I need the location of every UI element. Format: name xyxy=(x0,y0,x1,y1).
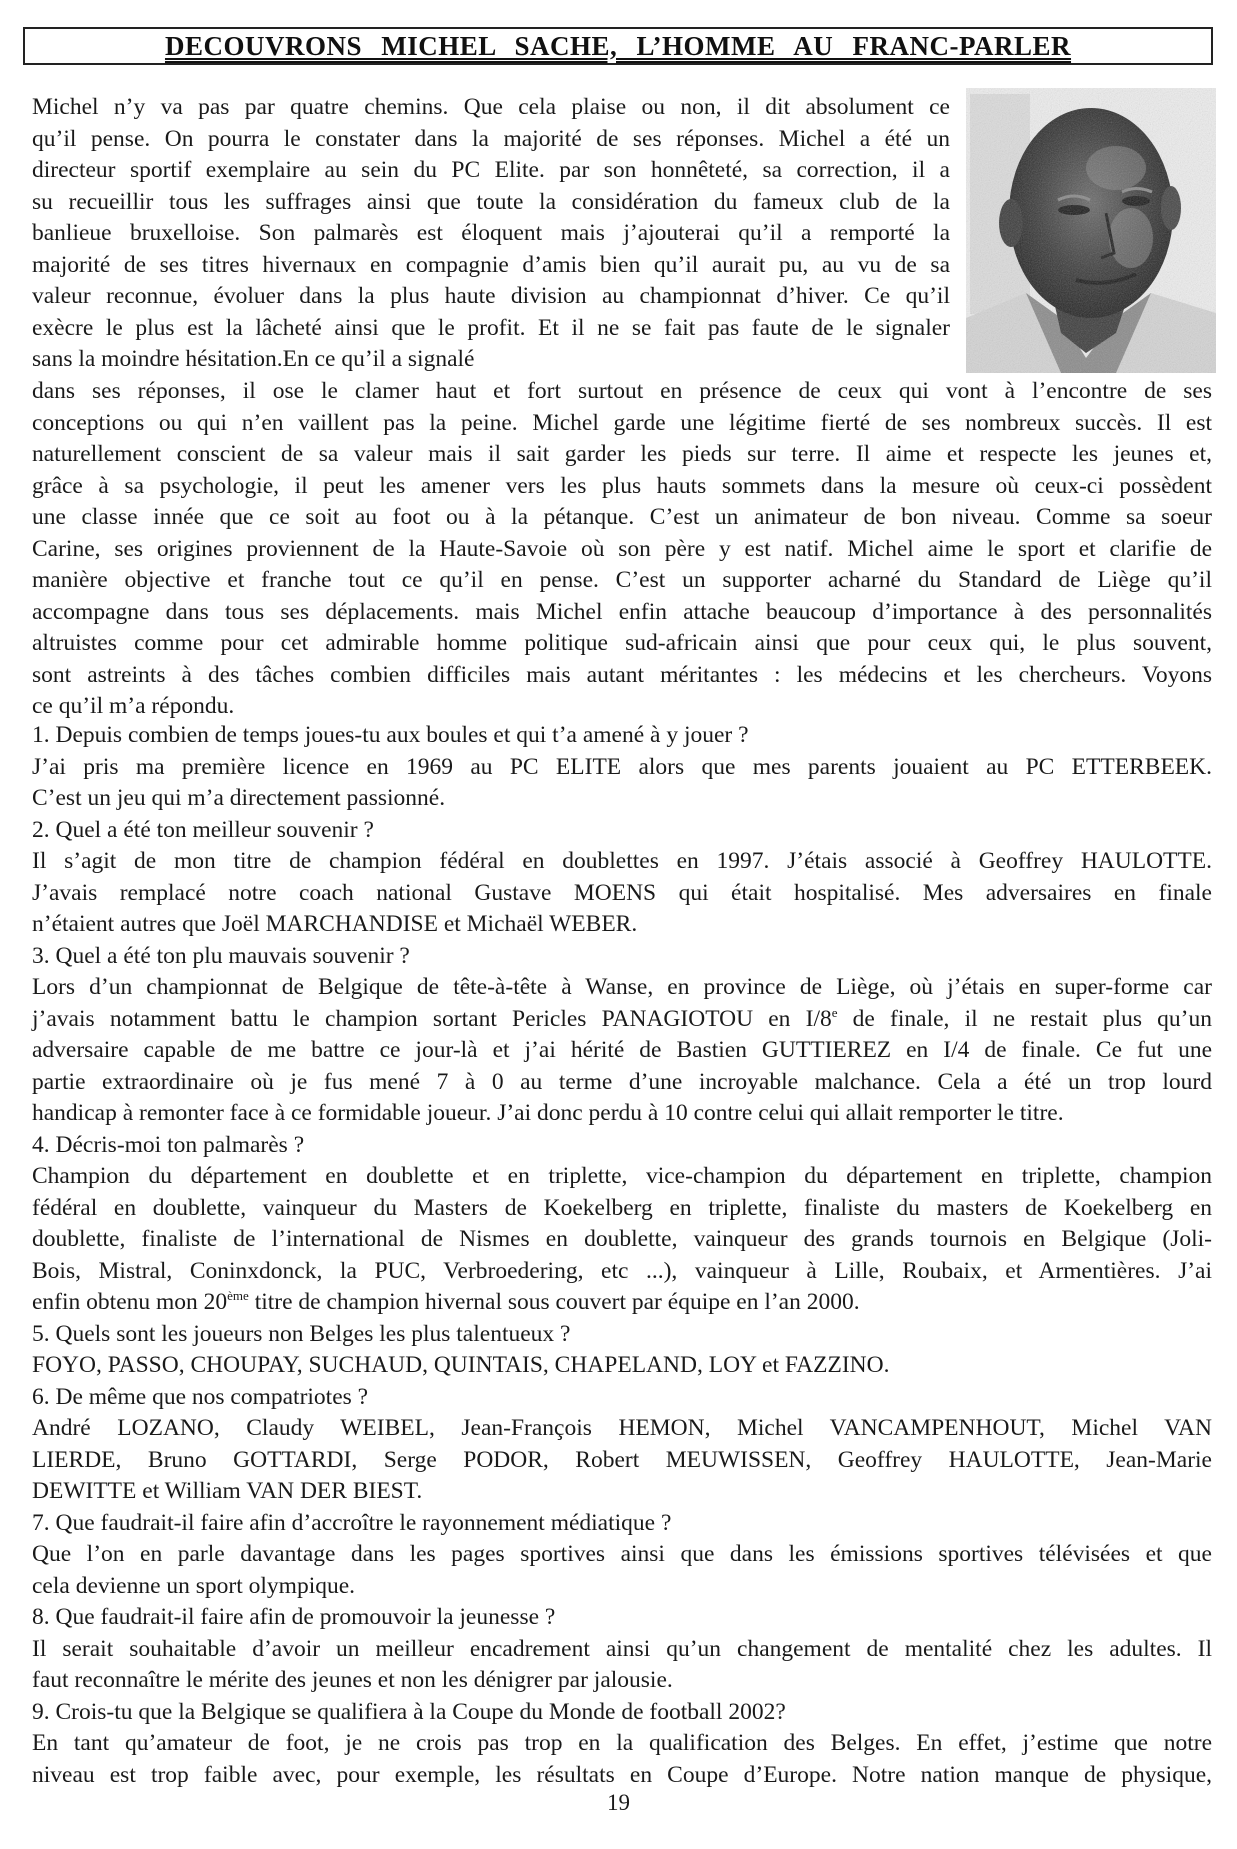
answer-line: André LOZANO, Claudy WEIBEL, Jean-François HEMON, Michel VANCAMPENHOUT, Michel VAN xyxy=(32,1415,1212,1441)
answer-line: FOYO, PASSO, CHOUPAY, SUCHAUD, QUINTAIS, CHAPELAND, LOY et FAZZINO. xyxy=(32,1352,890,1378)
article-title: DECOUVRONS MICHEL SACHE, L’HOMME AU FRANC-PARLER xyxy=(164,30,1072,61)
answer-line: faut reconnaître le mérite des jeunes et non les dénigrer par jalousie. xyxy=(32,1667,673,1693)
interview-qa xyxy=(32,720,1212,1791)
answer-line: adversaire capable de me battre ce jour-là et j’ai hérité de Bastien GUTTIEREZ en I/4 de finale. Ce fut une xyxy=(32,1037,1212,1063)
answer-line: Que l’on en parle davantage dans les pages sportives ainsi que dans les émissions sportives télévisées et que xyxy=(32,1541,1212,1567)
text-line: banlieue bruxelloise. Son palmarès est éloquent mais j’ajouterai qu’il a remporté la xyxy=(32,220,950,246)
text-line: Carine, ses origines proviennent de la Haute-Savoie où son père y est natif. Michel aime le sport et clarifie de xyxy=(32,535,1212,562)
text-line: su recueillir tous les suffrages ainsi que toute la considération du fameux club de la xyxy=(32,188,950,215)
text-line: ce qu’il m’a répondu. xyxy=(32,693,235,719)
answer-line: DEWITTE et William VAN DER BIEST. xyxy=(32,1478,423,1504)
answer-line: Bois, Mistral, Coninxdonck, la PUC, Verbroedering, etc ...), vainqueur à Lille, Roubaix, et Armentières. J’ai xyxy=(32,1257,1212,1284)
answer-text: enfin obtenu mon 20 xyxy=(32,1289,228,1315)
question-9: 9. Crois-tu que la Belgique se qualifiera à la Coupe du Monde de football 2002? xyxy=(32,1698,786,1725)
answer-line: En tant qu’amateur de foot, je ne crois pas trop en la qualification des Belges. En effet, j’estime que notre xyxy=(32,1730,1212,1756)
answer-line: Il serait souhaitable d’avoir un meilleur encadrement ainsi qu’un changement de mentalité chez les adultes. Il xyxy=(32,1635,1212,1662)
text-line: naturellement conscient de sa valeur mais il sait garder les pieds sur terre. Il aime et respecte les jeunes et, xyxy=(32,441,1212,467)
text-line: qu’il pense. On pourra le constater dans la majorité de ses réponses. Michel a été un xyxy=(32,125,950,152)
question-4: 4. Décris-moi ton palmarès ? xyxy=(32,1131,305,1158)
answer-line: J’ai pris ma première licence en 1969 au PC ELITE alors que mes parents jouaient au PC ETTERBEEK. xyxy=(32,753,1212,780)
answer-line: Champion du département en doublette et en triplette, vice-champion du département en triplette, champion xyxy=(32,1163,1212,1189)
answer-line: fédéral en doublette, vainqueur du Masters de Koekelberg en triplette, finaliste du masters de Koekelberg en xyxy=(32,1194,1212,1221)
answer-line xyxy=(32,1287,1212,1319)
text-line: exècre le plus est la lâcheté ainsi que le profit. Et il ne se fait pas faute de le signaler xyxy=(32,314,950,341)
superscript: e xyxy=(831,1004,838,1020)
text-line: dans ses réponses, il ose le clamer haut et fort surtout en présence de ceux qui vont à l’encontre de ses xyxy=(32,378,1212,404)
intro-paragraph-top xyxy=(32,92,950,376)
portrait-image xyxy=(966,88,1216,373)
answer-text: j’avais notamment battu le champion sortant Pericles PANAGIOTOU en I/8 xyxy=(32,1005,832,1032)
answer-line: niveau est trop faible avec, pour exemple, les résultats en Coupe d’Europe. Notre nation manque de physique, xyxy=(32,1761,1212,1788)
text-line: grâce à sa psychologie, il peut les amener vers les plus hauts sommets dans la mesure où ceux-ci possèdent xyxy=(32,472,1212,499)
answer-line xyxy=(32,1004,1212,1036)
portrait-photo xyxy=(966,88,1216,373)
intro-paragraph-bottom xyxy=(32,376,1212,723)
answer-line: partie extraordinaire où je fus mené 7 à 0 au terme d’une incroyable malchance. Cela a été un trop lourd xyxy=(32,1068,1212,1095)
text-line: majorité de ses titres hivernaux en compagnie d’amis bien qu’il aurait pu, au vu de sa xyxy=(32,251,950,278)
question-2: 2. Quel a été ton meilleur souvenir ? xyxy=(32,816,374,843)
text-line: une classe innée que ce soit au foot ou à la pétanque. C’est un animateur de bon niveau. Comme sa soeur xyxy=(32,504,1212,530)
answer-line: C’est un jeu qui m’a directement passionné. xyxy=(32,785,446,811)
text-line: Michel n’y va pas par quatre chemins. Que cela plaise ou non, il dit absolument ce xyxy=(32,94,950,120)
text-line: valeur reconnue, évoluer dans la plus haute division au championnat d’hiver. Ce qu’il xyxy=(32,283,950,309)
text-line: accompagne dans tous ses déplacements. mais Michel enfin attache beaucoup d’importance à des personnalités xyxy=(32,598,1212,625)
superscript: ème xyxy=(227,1288,249,1304)
answer-line: Il s’agit de mon titre de champion fédéral en doublettes en 1997. J’étais associé à Geoffrey HAULOTTE. xyxy=(32,848,1212,874)
answer-text: titre de champion hivernal sous couvert par équipe en l’an 2000. xyxy=(248,1289,860,1315)
answer-line: Lors d’un championnat de Belgique de tête-à-tête à Wanse, en province de Liège, où j’étais en super-forme car xyxy=(32,974,1212,1000)
answer-line: doublette, finaliste de l’international de Nismes en doublette, vainqueur des grands tournois en Belgique (Joli- xyxy=(32,1226,1212,1252)
question-6: 6. De même que nos compatriotes ? xyxy=(32,1383,369,1410)
question-3: 3. Quel a été ton plu mauvais souvenir ? xyxy=(32,942,410,969)
page-number: 19 xyxy=(607,1790,630,1815)
title-box xyxy=(23,27,1213,65)
text-line: manière objective et franche tout ce qu’il en pense. C’est un supporter acharné du Standard de Liège qu’il xyxy=(32,567,1212,593)
text-line: directeur sportif exemplaire au sein du PC Elite. par son honnêteté, sa correction, il a xyxy=(32,157,950,183)
answer-line: cela devienne un sport olympique. xyxy=(32,1572,356,1599)
text-line: sont astreints à des tâches combien difficiles mais autant méritantes : les médecins et les chercheurs. Voyons xyxy=(32,661,1212,688)
text-line: altruistes comme pour cet admirable homme politique sud-africain ainsi que pour ceux qui, le plus souvent, xyxy=(32,630,1212,656)
text-line: conceptions ou qui n’en vaillent pas la peine. Michel garde une légitime fierté de ses nombreux succès. Il est xyxy=(32,409,1212,436)
answer-line: n’étaient autres que Joël MARCHANDISE et Michaël WEBER. xyxy=(32,911,638,937)
question-5: 5. Quels sont les joueurs non Belges les plus talentueux ? xyxy=(32,1320,571,1347)
answer-line: LIERDE, Bruno GOTTARDI, Serge PODOR, Robert MEUWISSEN, Geoffrey HAULOTTE, Jean-Marie xyxy=(32,1446,1212,1473)
answer-line: J’avais remplacé notre coach national Gustave MOENS qui était hospitalisé. Mes adversaires en finale xyxy=(32,879,1212,906)
question-8: 8. Que faudrait-il faire afin de promouvoir la jeunesse ? xyxy=(32,1604,556,1630)
question-7: 7. Que faudrait-il faire afin d’accroître le rayonnement médiatique ? xyxy=(32,1509,672,1536)
text-line: sans la moindre hésitation.En ce qu’il a signalé xyxy=(32,346,475,372)
question-1: 1. Depuis combien de temps joues-tu aux boules et qui t’a amené à y jouer ? xyxy=(32,722,749,748)
answer-text: de finale, il ne restait plus qu’un xyxy=(837,1005,1212,1032)
answer-line: handicap à remonter face à ce formidable joueur. J’ai donc perdu à 10 contre celui qui allait remporter le titre. xyxy=(32,1100,1064,1126)
